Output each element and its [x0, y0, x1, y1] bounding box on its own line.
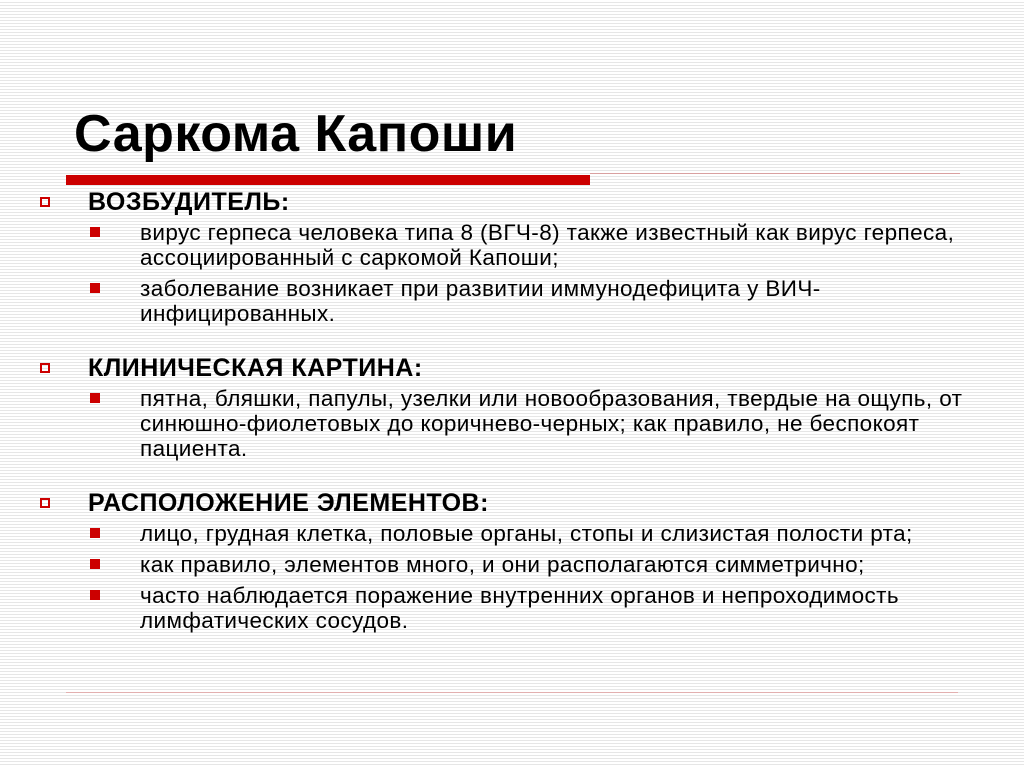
filled-square-icon — [90, 528, 100, 538]
filled-square-icon — [90, 393, 100, 403]
list-item — [36, 220, 996, 270]
section-heading-text: ВОЗБУДИТЕЛЬ: — [88, 188, 290, 216]
list-item — [36, 276, 996, 326]
slide-title: Саркома Капоши — [74, 105, 518, 163]
filled-square-icon — [90, 559, 100, 569]
list-item-text: заболевание возникает при развитии иммунодефицита у ВИЧ-инфицированных. — [140, 276, 821, 326]
list-item — [36, 552, 996, 577]
section-heading — [36, 487, 996, 519]
section-heading — [36, 186, 996, 218]
filled-square-icon — [90, 227, 100, 237]
hollow-square-icon — [40, 363, 50, 373]
slide-content — [36, 186, 996, 639]
filled-square-icon — [90, 283, 100, 293]
bullet-list — [36, 220, 996, 326]
section-heading-text: РАСПОЛОЖЕНИЕ ЭЛЕМЕНТОВ: — [88, 489, 489, 517]
list-item-text: вирус герпеса человека типа 8 (ВГЧ-8) также известный как вирус герпеса, ассоциированный с саркомой Капоши; — [140, 220, 955, 270]
list-item-text: часто наблюдается поражение внутренних органов и непроходимость лимфатических сосудов. — [140, 583, 899, 633]
footer-divider — [66, 692, 958, 693]
list-item — [36, 386, 996, 461]
list-item — [36, 583, 996, 633]
section-clinical-picture — [36, 352, 996, 461]
list-item-text: лицо, грудная клетка, половые органы, стопы и слизистая полости рта; — [140, 521, 913, 546]
section-pathogen — [36, 186, 996, 326]
filled-square-icon — [90, 590, 100, 600]
bullet-list — [36, 521, 996, 633]
list-item — [36, 521, 996, 546]
section-heading-text: КЛИНИЧЕСКАЯ КАРТИНА: — [88, 354, 423, 382]
list-item-text: как правило, элементов много, и они располагаются симметрично; — [140, 552, 865, 577]
section-element-location — [36, 487, 996, 633]
title-underline-accent — [66, 175, 590, 185]
hollow-square-icon — [40, 197, 50, 207]
bullet-list — [36, 386, 996, 461]
section-heading — [36, 352, 996, 384]
title-underline-thin — [590, 173, 960, 174]
hollow-square-icon — [40, 498, 50, 508]
list-item-text: пятна, бляшки, папулы, узелки или новообразования, твердые на ощупь, от синюшно-фиолетовых до коричнево-черных; как правило, не беспокоят пациента. — [140, 386, 963, 461]
